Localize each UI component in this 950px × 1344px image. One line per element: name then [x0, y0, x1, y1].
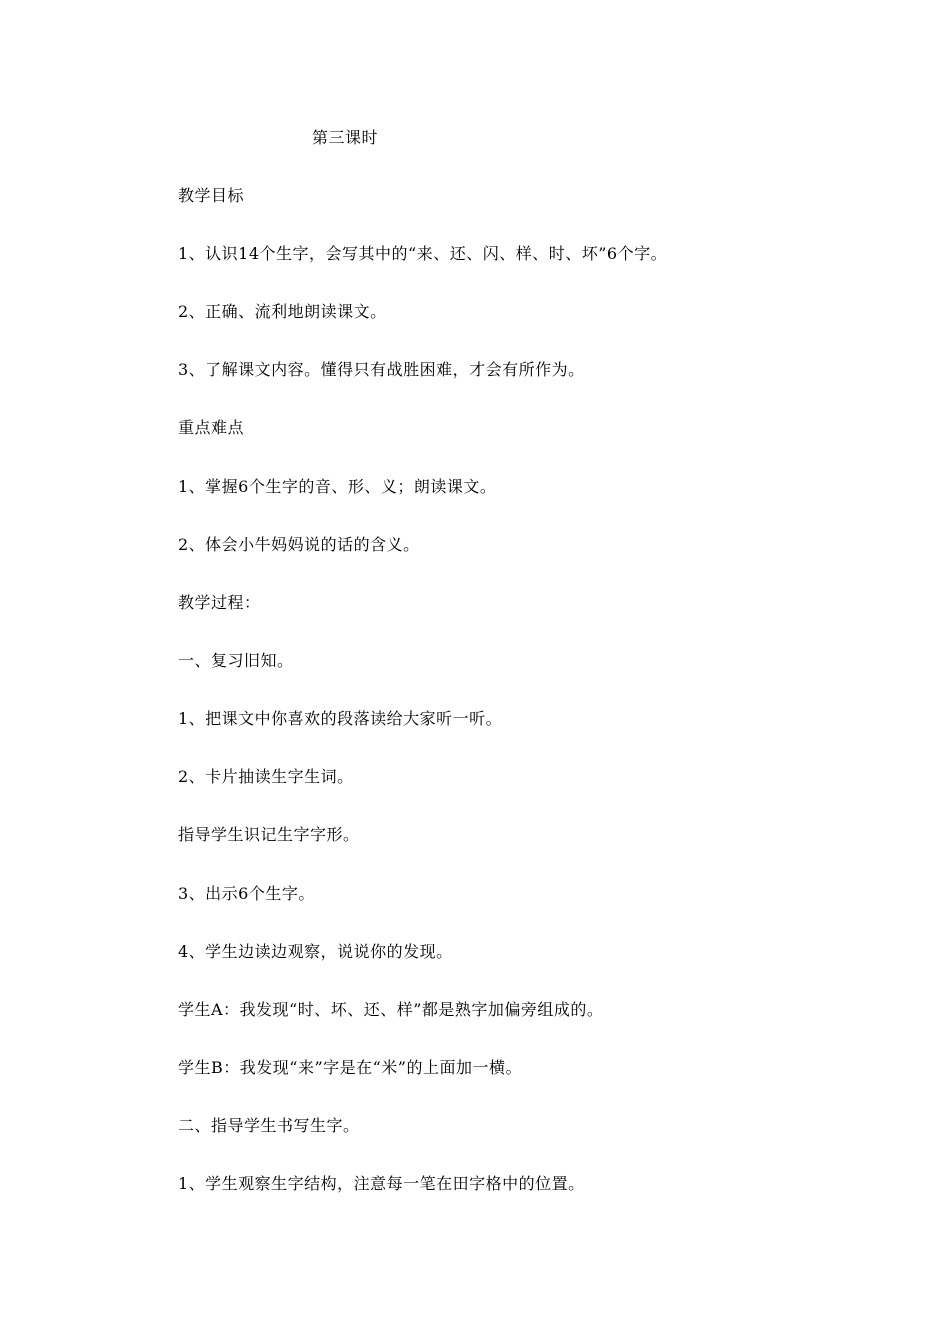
paragraph-line: 3、出示6个生字。 — [178, 884, 315, 903]
paragraph-line: 1、把课文中你喜欢的段落读给大家听一听。 — [178, 709, 503, 728]
paragraph-line: 4、学生边读边观察，说说你的发现。 — [178, 942, 453, 961]
paragraph-line: 2、卡片抽读生字生词。 — [178, 767, 354, 786]
paragraph-line: 1、学生观察生字结构，注意每一笔在田字格中的位置。 — [178, 1174, 585, 1193]
paragraph-line: 一、复习旧知。 — [178, 651, 294, 670]
paragraph-line: 学生B：我发现“来”字是在“米”的上面加一横。 — [178, 1058, 522, 1077]
paragraph-line: 2、正确、流利地朗读课文。 — [178, 302, 387, 321]
section-heading-key-points: 重点难点 — [178, 418, 245, 437]
page-title: 第三课时 — [312, 128, 379, 147]
paragraph-line: 1、认识14个生字，会写其中的“来、还、闪、样、时、坏”6个字。 — [178, 244, 668, 263]
paragraph-line: 1、掌握6个生字的音、形、义；朗读课文。 — [178, 477, 497, 496]
section-heading-objectives: 教学目标 — [178, 186, 245, 205]
section-heading-process: 教学过程： — [178, 593, 261, 612]
paragraph-line: 学生A：我发现“时、坏、还、样”都是熟字加偏旁组成的。 — [178, 1000, 604, 1019]
paragraph-line: 3、了解课文内容。懂得只有战胜困难，才会有所作为。 — [178, 360, 585, 379]
paragraph-line: 二、指导学生书写生字。 — [178, 1116, 360, 1135]
paragraph-line: 2、体会小牛妈妈说的话的含义。 — [178, 535, 420, 554]
paragraph-line: 指导学生识记生字字形。 — [178, 825, 360, 844]
